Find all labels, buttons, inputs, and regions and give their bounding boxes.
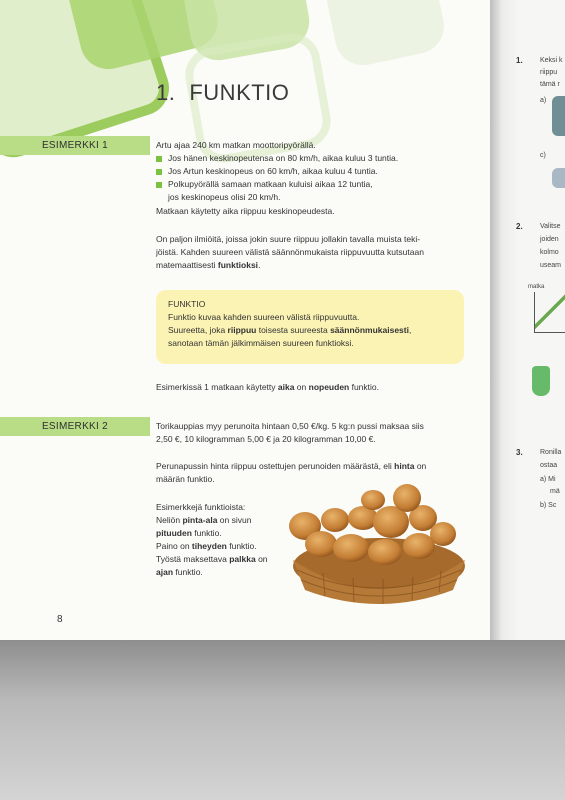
title-number: 1. — [156, 80, 176, 105]
q3-a-cont: mä — [550, 488, 560, 495]
ex3-d: ajan — [156, 567, 174, 577]
q1-a: a) — [540, 97, 547, 104]
price-b: hinta — [394, 461, 415, 471]
q2-number: 2. — [516, 222, 523, 231]
q2-graph-image — [534, 292, 565, 333]
q3-b: b) Sc — [540, 502, 557, 509]
definition-line-3: sanotaan tämän jälkimmäisen suureen funktioksi. — [168, 338, 354, 348]
ex2-c: funktio. — [226, 541, 257, 551]
q3-a: a) Mi — [540, 476, 556, 483]
bullet-1-text: Jos hänen keskinopeutensa on 80 km/h, aikaa kuluu 3 tuntia. — [168, 153, 399, 163]
bullet-3-continuation: jos keskinopeus olisi 20 km/h. — [168, 192, 281, 202]
q1-line-3: tämä r — [540, 81, 560, 88]
def-d: säännönmukaisesti — [330, 325, 409, 335]
decor-square-5 — [321, 0, 449, 70]
ex1-d: pituuden — [156, 528, 192, 538]
summary-line — [156, 381, 379, 394]
example-2-line-2: 2,50 €, 10 kilogramman 5,00 € ja 20 kilogramman 10,00 €. — [156, 434, 376, 444]
q3-line-2: ostaa — [540, 462, 558, 469]
intro-paragraph-line-2: jöistä. Kahden suureen välistä säännönmukaista riippuvuutta kutsutaan — [156, 247, 424, 257]
examples-heading: Esimerkkejä funktioista: — [156, 502, 246, 512]
sum-e: funktio. — [349, 382, 380, 392]
bullet-1 — [156, 152, 398, 165]
q1-c-image — [552, 168, 565, 188]
examples-line-3 — [156, 540, 257, 553]
examples-line-4 — [156, 553, 268, 566]
definition-line-2 — [168, 324, 411, 337]
ex1-e: funktio. — [191, 528, 222, 538]
q1-a-image — [552, 96, 565, 136]
def-e: , — [408, 325, 412, 335]
ex2-b: tiheyden — [191, 541, 227, 551]
example-1-conclusion: Matkaan käytetty aika riippuu keskinopeudesta. — [156, 206, 335, 216]
page-number: 8 — [57, 614, 63, 625]
price-c: on — [414, 461, 427, 471]
para-text: matemaattisesti — [156, 260, 216, 270]
q3-line-1: Ronilla — [540, 449, 562, 456]
definition-heading: FUNKTIO — [168, 299, 206, 309]
q2-line-2: joiden — [540, 236, 559, 243]
ex1-a: Neliön — [156, 515, 183, 525]
q2-line-1: Valitse — [540, 223, 561, 230]
examples-line-2 — [156, 527, 222, 540]
flask-icon — [532, 366, 550, 396]
q1-line-2: riippu — [540, 69, 558, 76]
ex2-a: Paino on — [156, 541, 192, 551]
para-bold: funktioksi — [217, 260, 259, 270]
bullet-3 — [156, 178, 373, 191]
ex3-e: funktio. — [173, 567, 203, 577]
ex3-c: on — [255, 554, 268, 564]
q2-line-4: useam — [540, 262, 562, 269]
sum-d: nopeuden — [308, 382, 350, 392]
matka-label: matka — [528, 284, 545, 290]
q1-number: 1. — [516, 56, 523, 65]
q2-line-3: kolmo — [540, 249, 559, 256]
sum-c: on — [294, 382, 309, 392]
bullet-square-icon — [156, 182, 162, 188]
ex1-b: pinta-ala — [182, 515, 218, 525]
intro-paragraph-line-1: On paljon ilmiöitä, joissa jokin suure riippuu jollakin tavalla muista teki- — [156, 234, 421, 244]
intro-paragraph-line-3 — [156, 259, 260, 272]
bullet-square-icon — [156, 156, 162, 162]
q1-line-1: Keksi k — [540, 57, 563, 64]
bullet-2-text: Jos Artun keskinopeus on 60 km/h, aikaa kuluu 4 tuntia. — [168, 166, 378, 176]
ex3-a: Työstä maksettava — [156, 554, 230, 564]
ex3-b: palkka — [229, 554, 256, 564]
bullet-3-text: Polkupyörällä samaan matkaan kuluisi aikaa 12 tuntia, — [168, 179, 373, 189]
definition-line-1: Funktio kuvaa kahden suureen välistä riippuvuutta. — [168, 312, 360, 322]
def-b: riippuu — [227, 325, 257, 335]
scan-background — [0, 640, 565, 800]
sum-b: aika — [277, 382, 295, 392]
example-2-label: ESIMERKKI 2 — [0, 417, 150, 436]
sum-a: Esimerkissä 1 matkaan käytetty — [156, 382, 278, 392]
bullet-square-icon — [156, 169, 162, 175]
bullet-2 — [156, 165, 378, 178]
examples-line-1 — [156, 514, 251, 527]
definition-box — [156, 290, 464, 364]
examples-line-5 — [156, 566, 203, 579]
q3-number: 3. — [516, 448, 523, 457]
def-c: toisesta suureesta — [256, 325, 331, 335]
example-2-line-1: Torikauppias myy perunoita hintaan 0,50 €/kg. 5 kg:n pussi maksaa siis — [156, 421, 424, 431]
def-a: Suureetta, joka — [168, 325, 228, 335]
para-end: . — [258, 260, 261, 270]
q1-c: c) — [540, 152, 546, 159]
ex1-c: on sivun — [217, 515, 252, 525]
price-line-1 — [156, 460, 426, 473]
page-title — [156, 80, 289, 106]
right-page — [490, 0, 565, 640]
potato-basket-image — [283, 478, 465, 608]
example-1-label: ESIMERKKI 1 — [0, 136, 150, 155]
title-text: FUNKTIO — [189, 80, 290, 105]
price-a: Perunapussin hinta riippuu ostettujen perunoiden määrästä, eli — [156, 461, 395, 471]
price-line-2: määrän funktio. — [156, 474, 215, 484]
example-1-intro: Artu ajaa 240 km matkan moottoripyörällä. — [156, 140, 316, 150]
